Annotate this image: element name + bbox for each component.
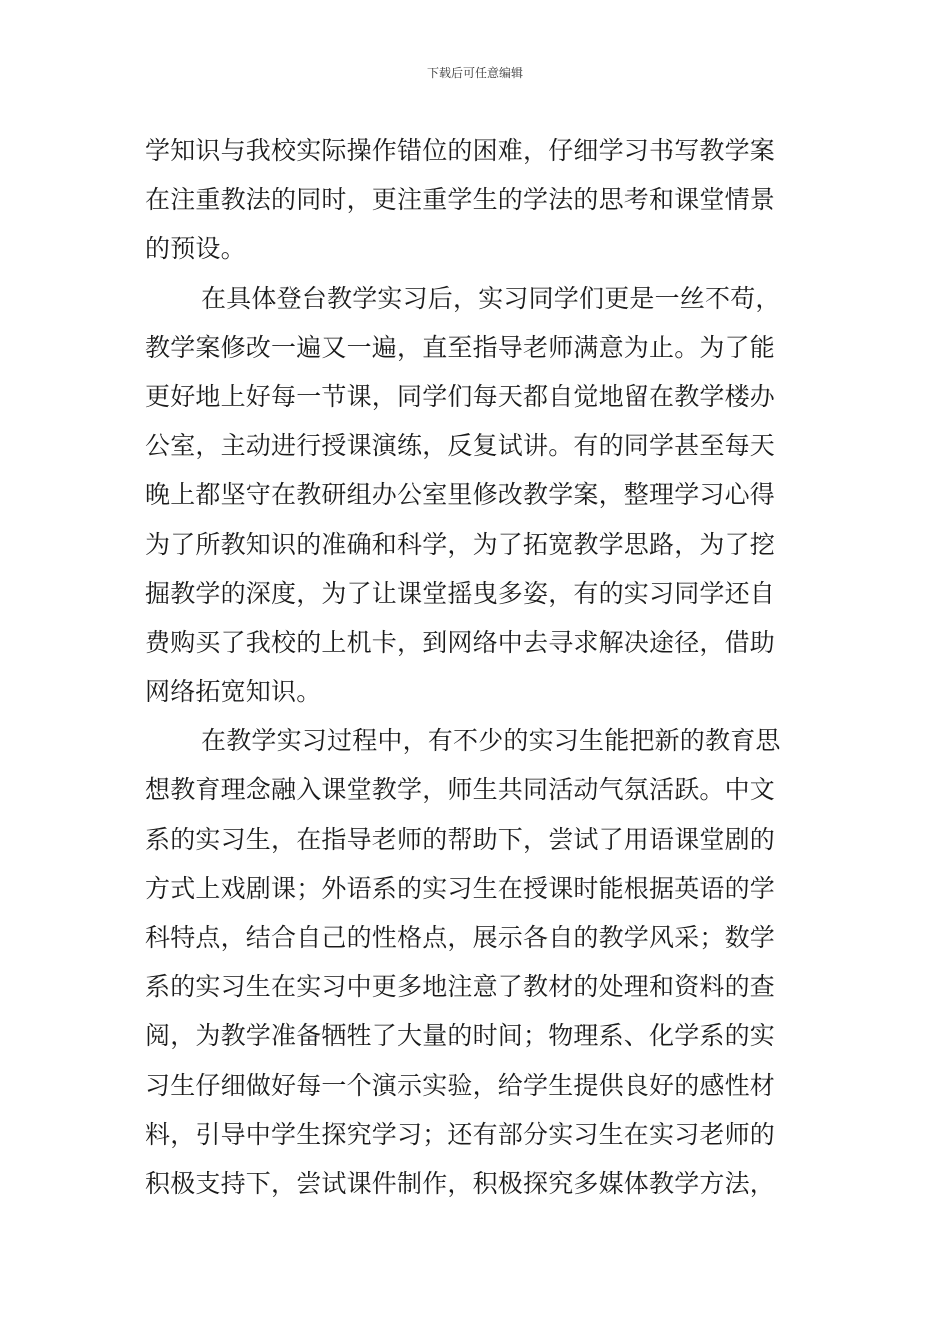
text-line: 阅，为教学准备牺牲了大量的时间；物理系、化学系的实 — [145, 1021, 776, 1051]
text-line: 积极支持下，尝试课件制作，积极探究多媒体教学方法， — [145, 1168, 776, 1198]
page-header-note: 下载后可任意编辑 — [426, 66, 523, 80]
text-line: 习生仔细做好每一个演示实验，给学生提供良好的感性材 — [145, 1070, 776, 1100]
text-line: 想教育理念融入课堂教学，师生共同活动气氛活跃。中文 — [145, 775, 776, 805]
text-line: 方式上戏剧课；外语系的实习生在授课时能根据英语的学 — [145, 873, 776, 903]
text-line: 料，引导中学生探究学习；还有部分实习生在实习老师的 — [145, 1119, 776, 1149]
text-line: 网络拓宽知识。 — [145, 677, 322, 707]
text-line: 公室，主动进行授课演练，反复试讲。有的同学甚至每天 — [145, 431, 776, 461]
text-line: 科特点，结合自己的性格点，展示各自的教学风采；数学 — [145, 923, 776, 952]
text-line: 教学案修改一遍又一遍，直至指导老师满意为止。为了能 — [145, 332, 776, 362]
text-line: 在注重教法的同时，更注重学生的学法的思考和课堂情景 — [145, 185, 776, 215]
text-line: 的预设。 — [145, 234, 246, 264]
text-line: 费购买了我校的上机卡，到网络中去寻求解决途径，借助 — [145, 627, 776, 657]
text-line: 为了所教知识的准确和科学，为了拓宽教学思路，为了挖 — [145, 529, 776, 559]
text-line: 掘教学的深度，为了让课堂摇曳多姿，有的实习同学还自 — [145, 578, 776, 608]
paragraph-first-line: 在具体登台教学实习后，实习同学们更是一丝不苟， — [201, 283, 781, 313]
text-line: 学知识与我校实际操作错位的困难，仔细学习书写教学案 — [145, 136, 776, 165]
document-body — [145, 126, 807, 1208]
text-line: 系的实习生，在指导老师的帮助下，尝试了用语课堂剧的 — [145, 824, 776, 854]
paragraph-first-line: 在教学实习过程中，有不少的实习生能把新的教育思 — [201, 726, 781, 756]
text-line: 更好地上好每一节课，同学们每天都自觉地留在教学楼办 — [145, 381, 776, 411]
text-line: 晚上都坚守在教研组办公室里修改教学案，整理学习心得 — [145, 480, 776, 510]
text-line: 系的实习生在实习中更多地注意了教材的处理和资料的查 — [145, 972, 776, 1002]
